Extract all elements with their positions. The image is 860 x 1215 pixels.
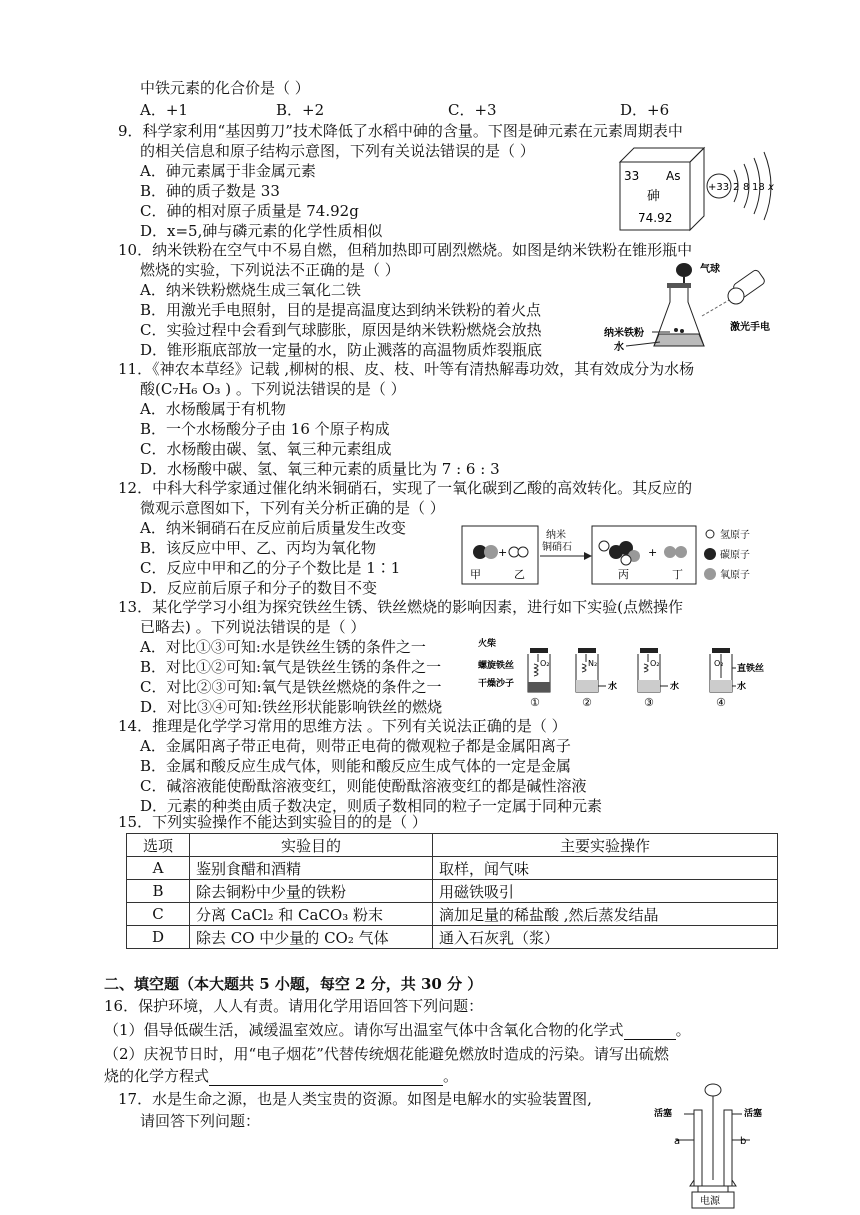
catalyst-line2: 铜硝石 bbox=[542, 542, 572, 553]
q12-stem-line2: 微观示意图如下，下列有关分析正确的是（ ） bbox=[140, 499, 445, 517]
arsenic-number: 33 bbox=[624, 169, 640, 183]
q9-option-d: D．x=5,砷与磷元素的化学性质相似 bbox=[140, 222, 383, 240]
q16-part1: （1）倡导低碳生活，减缓温室效应。请你写出温室气体中含氧化合物的化学式 。 bbox=[104, 1021, 691, 1039]
arsenic-mass: 74.92 bbox=[638, 211, 673, 225]
label-ding: 丁 bbox=[672, 568, 683, 581]
label-a: a bbox=[674, 1136, 681, 1147]
q17-stem-line1: 17．水是生命之源，也是人类宝贵的资源。如图是电解水的实验装置图, bbox=[118, 1090, 592, 1108]
powder-label: 纳米铁粉 bbox=[604, 328, 644, 339]
label-b: b bbox=[740, 1136, 747, 1147]
legend-h: 氢原子 bbox=[720, 530, 750, 541]
q14-option-d: D．元素的种类由质子数决定，则质子数相同的粒子一定属于同种元素 bbox=[140, 797, 603, 815]
q8-option-c: C．+3 bbox=[448, 101, 497, 119]
q14-option-c: C．碱溶液能使酚酞溶液变红，则能使酚酞溶液变红的都是碱性溶液 bbox=[140, 777, 587, 795]
arsenic-name: 砷 bbox=[647, 189, 661, 204]
flashlight-label: 激光手电 bbox=[730, 322, 770, 333]
q13-option-c: C．对比②③可知:氧气是铁丝燃烧的条件之一 bbox=[140, 678, 442, 696]
q16-part2-line2: 烧的化学方程式 。 bbox=[104, 1067, 459, 1085]
q12-option-c: C．反应中甲和乙的分子个数比是 1∶1 bbox=[140, 559, 401, 577]
balloon-label: 气球 bbox=[700, 264, 720, 275]
q14-option-a: A．金属阳离子带正电荷，则带正电荷的微观粒子都是金属阳离子 bbox=[140, 737, 571, 755]
section-title: 二、填空题（本大题共 5 小题，每空 2 分，共 30 分 ） bbox=[104, 975, 483, 993]
q10-option-b: B．用激光手电照射，目的是提高温度达到纳米铁粉的着火点 bbox=[140, 301, 542, 319]
q16-stem: 16．保护环境，人人有责。请用化学用语回答下列问题： bbox=[104, 997, 484, 1015]
table-row: A 鉴别食醋和酒精 取样，闻气味 bbox=[127, 857, 778, 880]
q10-option-a: A．纳米铁粉燃烧生成三氧化二铁 bbox=[140, 281, 361, 299]
q16-part2-line1: （2）庆祝节日时，用“电子烟花”代替传统烟花能避免燃放时造成的污染。请写出硫燃 bbox=[104, 1045, 669, 1063]
svg-text:水: 水 bbox=[737, 682, 747, 692]
q13-stem-line1: 13．某化学学习小组为探究铁丝生锈、铁丝燃烧的影响因素，进行如下实验(点燃操作 bbox=[118, 598, 683, 616]
table-row: C 分离 CaCl₂ 和 CaCO₃ 粉末 滴加足量的稀盐酸 ,然后蒸发结晶 bbox=[127, 903, 778, 926]
svg-text:直铁丝: 直铁丝 bbox=[737, 664, 765, 674]
svg-text:N₂: N₂ bbox=[588, 659, 598, 668]
q9-option-b: B．砷的质子数是 33 bbox=[140, 182, 280, 200]
q13-option-a: A．对比①③可知:水是铁丝生锈的条件之一 bbox=[140, 638, 426, 656]
q8-option-b: B．+2 bbox=[276, 101, 325, 119]
q8-stem-tail: 中铁元素的化合价是（ ） bbox=[140, 79, 310, 97]
svg-text:+: + bbox=[648, 546, 658, 559]
q12-option-b: B．该反应中甲、乙、丙均为氧化物 bbox=[140, 539, 377, 557]
table-row: B 除去铜粉中少量的铁粉 用磁铁吸引 bbox=[127, 880, 778, 903]
svg-text:水: 水 bbox=[608, 682, 618, 692]
q14-option-b: B．金属和酸反应生成气体，则能和酸反应生成气体的一定是金属 bbox=[140, 757, 572, 775]
exp-num-2: ② bbox=[582, 696, 592, 709]
q12-option-a: A．纳米铜硝石在反应前后质量发生改变 bbox=[140, 519, 406, 537]
label-bing: 丙 bbox=[618, 568, 629, 581]
table-row: D 除去 CO 中少量的 CO₂ 气体 通入石灰乳（浆） bbox=[127, 926, 778, 949]
arsenic-nucleus: +33 bbox=[708, 182, 730, 193]
nano-iron-figure bbox=[604, 256, 782, 356]
q11-option-d: D．水杨酸中碳、氢、氧三种元素的质量比为 7 : 6 : 3 bbox=[140, 460, 500, 478]
q9-option-a: A．砷元素属于非金属元素 bbox=[140, 162, 316, 180]
catalyst-line1: 纳米 bbox=[546, 530, 566, 541]
exp-num-4: ④ bbox=[716, 696, 726, 709]
power-label: 电源 bbox=[700, 1196, 720, 1207]
q15-table bbox=[126, 833, 778, 949]
q12-stem-line1: 12．中科大科学家通过催化纳米铜硝石，实现了一氧化碳到乙酸的高效转化。其反应的 bbox=[118, 479, 693, 497]
shell-1: 2 bbox=[733, 182, 740, 193]
svg-text:+: + bbox=[498, 546, 508, 559]
table-header-row: 选项 实验目的 主要实验操作 bbox=[127, 834, 778, 857]
q17-stem-line2: 请回答下列问题： bbox=[140, 1112, 261, 1130]
answer-blank-2[interactable] bbox=[209, 1068, 443, 1086]
q8-options bbox=[140, 100, 669, 120]
label-match: 火柴 bbox=[478, 639, 497, 649]
iron-wire-figure bbox=[478, 634, 778, 710]
exp-num-1: ① bbox=[530, 696, 540, 709]
shell-2: 8 bbox=[743, 182, 750, 193]
shell-4: x bbox=[768, 182, 774, 193]
valve-right-label: 活塞 bbox=[744, 1109, 763, 1119]
arsenic-figure bbox=[610, 138, 785, 233]
legend-c: 碳原子 bbox=[720, 550, 750, 561]
q11-option-c: C．水杨酸由碳、氢、氧三种元素组成 bbox=[140, 440, 392, 458]
q10-stem-line2: 燃烧的实验，下列说法不正确的是（ ） bbox=[140, 261, 400, 279]
svg-text:O₂: O₂ bbox=[714, 659, 724, 668]
q9-option-c: C．砷的相对原子质量是 74.92g bbox=[140, 202, 359, 220]
q13-option-d: D．对比③④可知:铁丝形状能影响铁丝的燃烧 bbox=[140, 698, 443, 716]
electrolysis-figure bbox=[650, 1080, 780, 1210]
q13-stem-line2: 已略去) 。下列说法错误的是（ ） bbox=[140, 618, 366, 636]
q8-option-d: D．+6 bbox=[620, 101, 670, 119]
q9-stem-line2: 的相关信息和原子结构示意图，下列有关说法错误的是（ ） bbox=[140, 142, 535, 160]
q10-option-d: D．锥形瓶底部放一定量的水，防止溅落的高温物质炸裂瓶底 bbox=[140, 341, 543, 359]
shell-3: 18 bbox=[752, 182, 765, 193]
svg-text:O₂: O₂ bbox=[540, 659, 550, 668]
q10-stem-line1: 10．纳米铁粉在空气中不易自燃，但稍加热即可剧烈燃烧。如图是纳米铁粉在锥形瓶中 bbox=[118, 241, 693, 259]
q14-stem: 14．推理是化学学习常用的思维方法 。下列有关说法正确的是（ ） bbox=[118, 717, 567, 735]
label-sand: 干燥沙子 bbox=[478, 679, 515, 689]
q13-option-b: B．对比①②可知:氧气是铁丝生锈的条件之一 bbox=[140, 658, 442, 676]
q12-option-d: D．反应前后原子和分子的数目不变 bbox=[140, 579, 378, 597]
q15-stem: 15．下列实验操作不能达到实验目的的是（ ） bbox=[118, 813, 427, 831]
q11-option-b: B．一个水杨酸分子由 16 个原子构成 bbox=[140, 420, 390, 438]
label-yi: 乙 bbox=[514, 568, 525, 581]
q11-stem-line2: 酸(C₇H₆ O₃ ) 。下列说法错误的是（ ） bbox=[140, 380, 406, 398]
arsenic-symbol: As bbox=[666, 169, 681, 183]
exp-num-3: ③ bbox=[644, 696, 654, 709]
water-label: 水 bbox=[614, 342, 624, 353]
legend-o: 氧原子 bbox=[720, 570, 750, 581]
q11-stem-line1: 11．《神农本草经》记载 ,柳树的根、皮、枝、叶等有清热解毒功效，其有效成分为水杨 bbox=[118, 360, 695, 378]
q8-option-a: A．+1 bbox=[140, 101, 188, 119]
svg-text:水: 水 bbox=[670, 682, 680, 692]
label-coil: 螺旋铁丝 bbox=[478, 661, 515, 671]
reaction-micro-figure bbox=[458, 522, 778, 588]
valve-left-label: 活塞 bbox=[654, 1109, 673, 1119]
answer-blank-1[interactable] bbox=[624, 1022, 676, 1040]
q11-option-a: A．水杨酸属于有机物 bbox=[140, 400, 286, 418]
label-jia: 甲 bbox=[470, 568, 481, 581]
svg-text:O₂: O₂ bbox=[650, 659, 660, 668]
q9-stem-line1: 9．科学家利用“基因剪刀”技术降低了水稻中砷的含量。下图是砷元素在元素周期表中 bbox=[118, 122, 683, 140]
q10-option-c: C．实验过程中会看到气球膨胀，原因是纳米铁粉燃烧会放热 bbox=[140, 321, 542, 339]
